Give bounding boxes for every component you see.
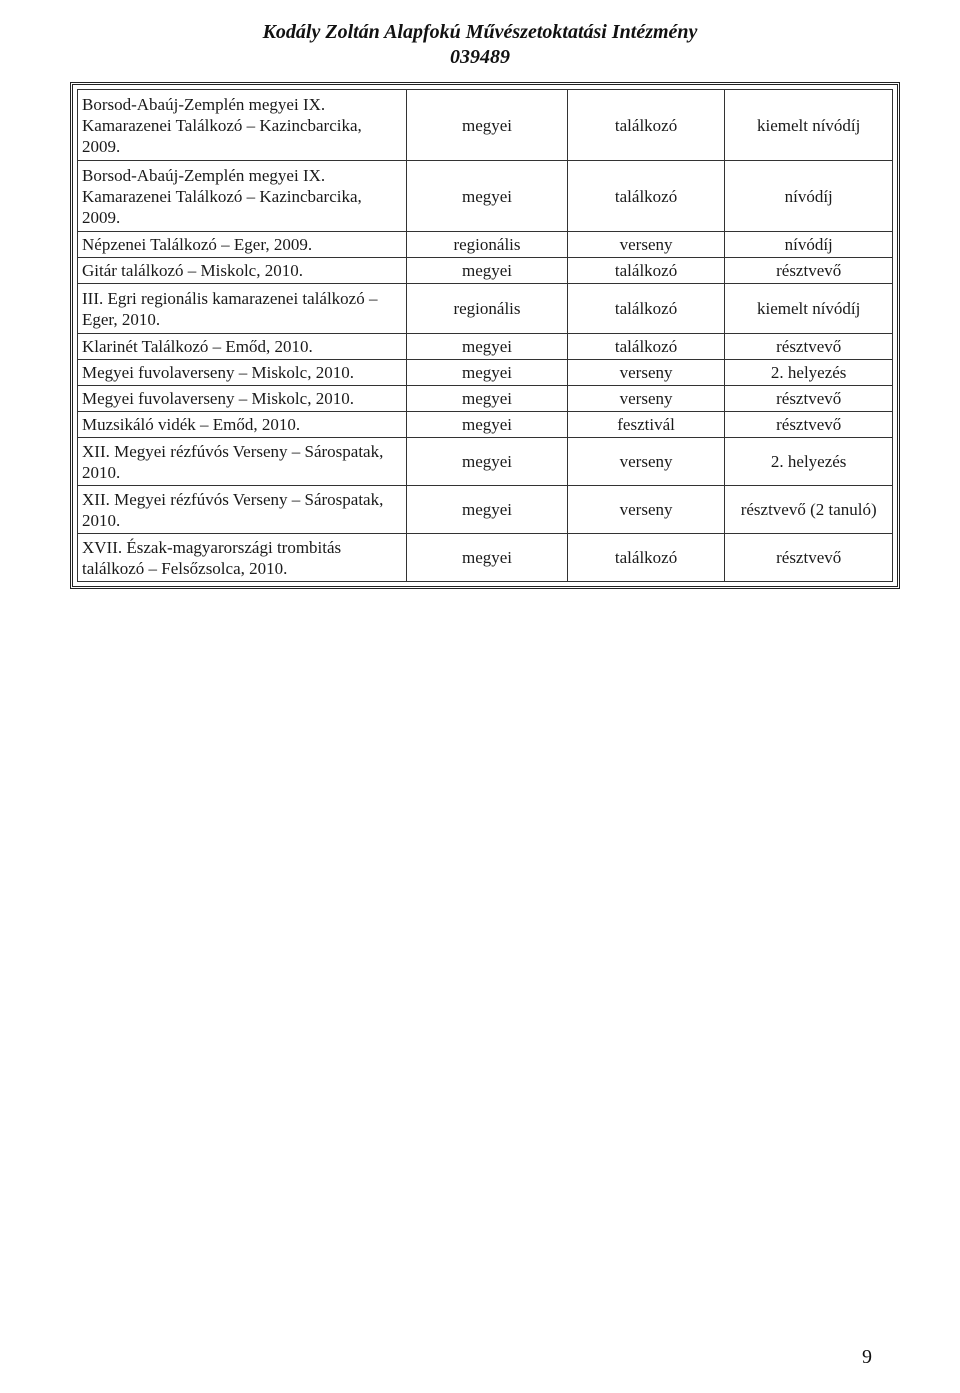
level-cell: megyei — [407, 334, 568, 360]
result-cell: résztvevő — [725, 534, 893, 582]
event-name-cell: Borsod-Abaúj-Zemplén megyei IX. Kamarazenei Találkozó – Kazincbarcika, 2009. — [78, 161, 407, 232]
event-name-cell: Borsod-Abaúj-Zemplén megyei IX. Kamarazenei Találkozó – Kazincbarcika, 2009. — [78, 90, 407, 161]
event-name-cell: XII. Megyei rézfúvós Verseny – Sárospatak, 2010. — [78, 438, 407, 486]
table-row — [78, 386, 893, 412]
document-header — [0, 20, 960, 70]
type-cell: találkozó — [567, 90, 725, 161]
event-name-cell: Népzenei Találkozó – Eger, 2009. — [78, 232, 407, 258]
level-cell: megyei — [407, 386, 568, 412]
result-cell: résztvevő — [725, 412, 893, 438]
result-cell: 2. helyezés — [725, 360, 893, 386]
table-row — [78, 334, 893, 360]
level-cell: megyei — [407, 412, 568, 438]
table-row — [78, 284, 893, 334]
event-name-cell: Megyei fuvolaverseny – Miskolc, 2010. — [78, 360, 407, 386]
table-row — [78, 258, 893, 284]
level-cell: megyei — [407, 90, 568, 161]
type-cell: találkozó — [567, 258, 725, 284]
result-cell: résztvevő — [725, 334, 893, 360]
type-cell: verseny — [567, 232, 725, 258]
type-cell: találkozó — [567, 161, 725, 232]
result-cell: résztvevő — [725, 386, 893, 412]
table-row — [78, 161, 893, 232]
level-cell: regionális — [407, 284, 568, 334]
level-cell: megyei — [407, 486, 568, 534]
table-row — [78, 412, 893, 438]
type-cell: verseny — [567, 486, 725, 534]
event-name-cell: XII. Megyei rézfúvós Verseny – Sárospatak, 2010. — [78, 486, 407, 534]
event-name-cell: Klarinét Találkozó – Emőd, 2010. — [78, 334, 407, 360]
type-cell: találkozó — [567, 534, 725, 582]
result-cell: nívódíj — [725, 161, 893, 232]
type-cell: verseny — [567, 438, 725, 486]
results-table — [77, 89, 893, 582]
type-cell: találkozó — [567, 334, 725, 360]
result-cell: résztvevő (2 tanuló) — [725, 486, 893, 534]
type-cell: verseny — [567, 360, 725, 386]
event-name-cell: III. Egri regionális kamarazenei találkozó – Eger, 2010. — [78, 284, 407, 334]
level-cell: megyei — [407, 258, 568, 284]
page-number: 9 — [862, 1346, 872, 1368]
result-cell: 2. helyezés — [725, 438, 893, 486]
results-table-frame — [70, 82, 900, 589]
type-cell: verseny — [567, 386, 725, 412]
institution-name: Kodály Zoltán Alapfokú Művészetoktatási Intézmény — [262, 21, 698, 43]
event-name-cell: Megyei fuvolaverseny – Miskolc, 2010. — [78, 386, 407, 412]
table-row — [78, 438, 893, 486]
level-cell: regionális — [407, 232, 568, 258]
level-cell: megyei — [407, 360, 568, 386]
result-cell: kiemelt nívódíj — [725, 90, 893, 161]
institution-code: 039489 — [450, 46, 510, 68]
table-row — [78, 534, 893, 582]
type-cell: fesztivál — [567, 412, 725, 438]
event-name-cell: Gitár találkozó – Miskolc, 2010. — [78, 258, 407, 284]
table-row — [78, 486, 893, 534]
type-cell: találkozó — [567, 284, 725, 334]
result-cell: résztvevő — [725, 258, 893, 284]
table-row — [78, 232, 893, 258]
table-row — [78, 360, 893, 386]
table-row — [78, 90, 893, 161]
event-name-cell: Muzsikáló vidék – Emőd, 2010. — [78, 412, 407, 438]
result-cell: kiemelt nívódíj — [725, 284, 893, 334]
level-cell: megyei — [407, 534, 568, 582]
result-cell: nívódíj — [725, 232, 893, 258]
level-cell: megyei — [407, 161, 568, 232]
event-name-cell: XVII. Észak-magyarországi trombitás találkozó – Felsőzsolca, 2010. — [78, 534, 407, 582]
level-cell: megyei — [407, 438, 568, 486]
